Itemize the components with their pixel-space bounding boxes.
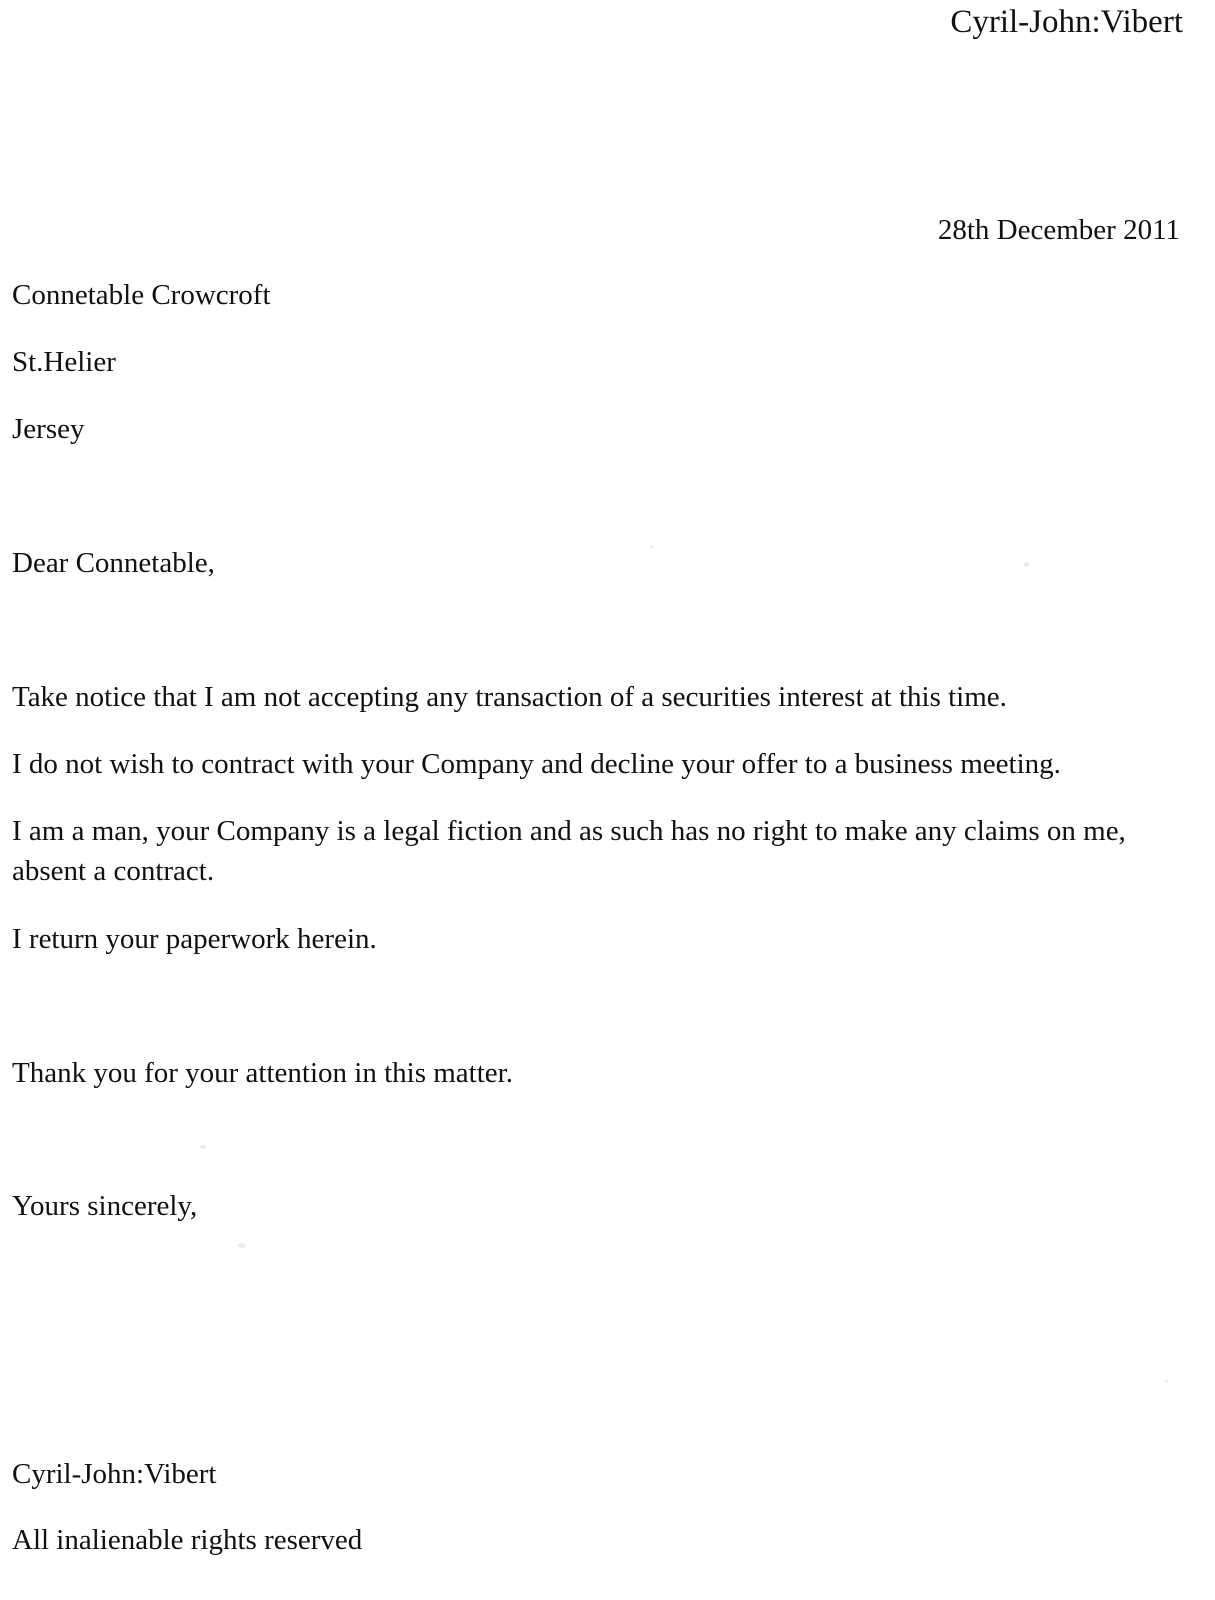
rights-reservation: All inalienable rights reserved bbox=[12, 1524, 363, 1556]
signature-name: Cyril-John:Vibert bbox=[12, 1458, 217, 1490]
body-paragraph: Take notice that I am not accepting any transaction of a securities interest at this time. bbox=[12, 681, 1007, 713]
scan-speck bbox=[1165, 1380, 1168, 1383]
salutation: Dear Connetable, bbox=[12, 547, 215, 579]
recipient-name: Connetable Crowcroft bbox=[12, 279, 271, 311]
scan-speck bbox=[238, 1243, 246, 1248]
sender-header: Cyril-John:Vibert bbox=[950, 4, 1183, 40]
body-paragraph: I return your paperwork herein. bbox=[12, 923, 377, 955]
scan-speck bbox=[1024, 562, 1029, 567]
closing-thanks: Thank you for your attention in this matter. bbox=[12, 1057, 513, 1089]
scan-speck bbox=[200, 1145, 206, 1149]
scan-speck bbox=[650, 545, 653, 548]
recipient-town: St.Helier bbox=[12, 346, 116, 378]
body-paragraph: I am a man, your Company is a legal fiction and as such has no right to make any claims on me, absent a contract. bbox=[12, 815, 1126, 887]
letter-date: 28th December 2011 bbox=[937, 214, 1180, 246]
valediction: Yours sincerely, bbox=[12, 1190, 198, 1222]
body-paragraph: I do not wish to contract with your Company and decline your offer to a business meeting. bbox=[12, 748, 1061, 780]
recipient-island: Jersey bbox=[12, 413, 85, 445]
